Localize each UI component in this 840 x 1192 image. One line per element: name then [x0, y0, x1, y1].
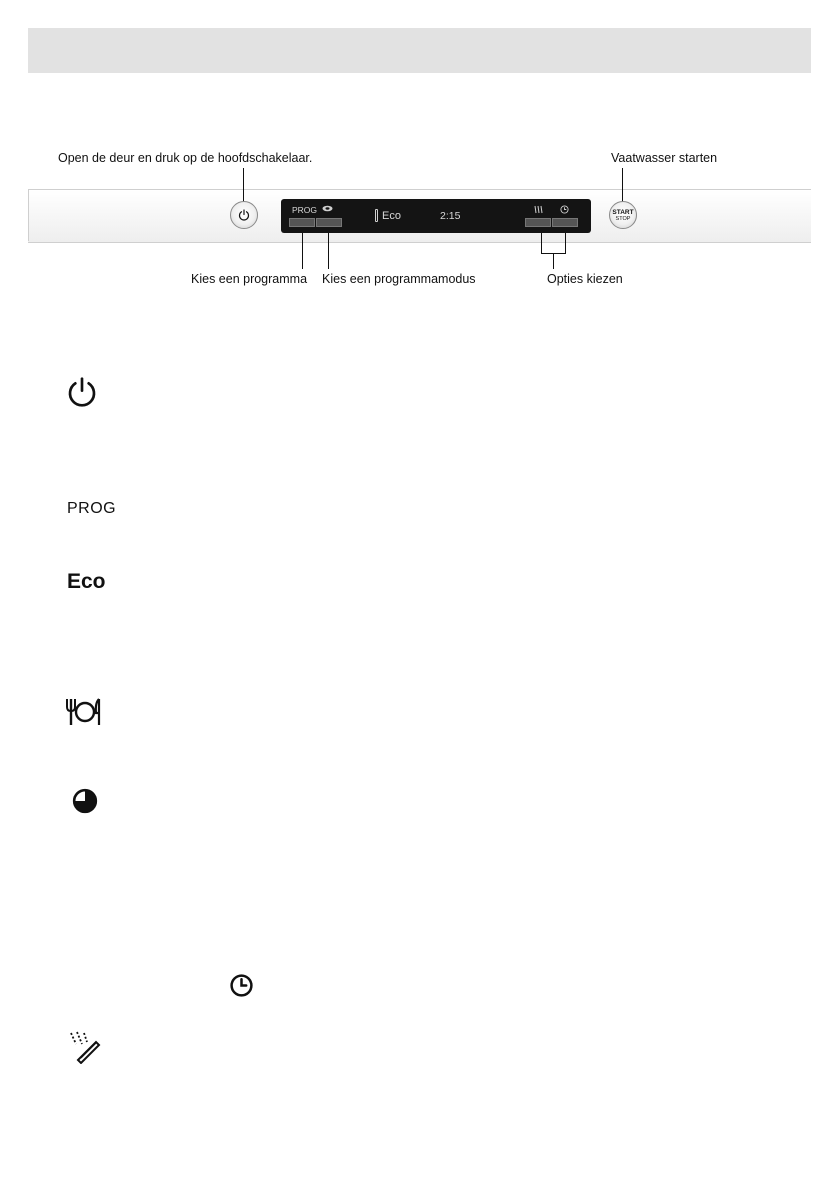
- header-bar: [28, 28, 811, 73]
- display-time: 2:15: [440, 210, 461, 222]
- power-button[interactable]: [230, 201, 258, 229]
- power-icon: [66, 376, 98, 408]
- plate-cutlery-icon: [66, 697, 102, 727]
- callout-line-start: [622, 168, 623, 202]
- mode-icon: [322, 205, 333, 212]
- delay-option-icon: [560, 205, 569, 214]
- callout-line-power: [243, 168, 244, 202]
- callout-line-program: [302, 229, 303, 269]
- callout-program-mode: Kies een programmamodus: [322, 272, 476, 286]
- option-button-1[interactable]: [525, 218, 551, 227]
- spray-icon: [68, 1030, 102, 1064]
- callout-options: Opties kiezen: [547, 272, 623, 286]
- option-button-2[interactable]: [552, 218, 578, 227]
- stop-label: STOP: [615, 215, 631, 222]
- display-prog-label: PROG: [292, 205, 318, 215]
- start-label: START: [612, 208, 634, 216]
- callout-line-mode: [328, 229, 329, 269]
- display-eco: Eco: [382, 210, 401, 222]
- callout-start: Vaatwasser starten: [611, 151, 718, 165]
- spray-option-icon: [533, 205, 543, 214]
- program-button[interactable]: [289, 218, 315, 227]
- thermometer-icon: [375, 209, 378, 222]
- power-icon: [238, 209, 250, 221]
- callout-power: Open de deur en druk op de hoofdschakelaar.: [58, 151, 313, 165]
- legend-prog: PROG: [67, 500, 117, 517]
- callout-line-options: [553, 253, 554, 269]
- callout-program: Kies een programma: [191, 272, 308, 286]
- clock-icon: [229, 973, 254, 998]
- legend-eco: Eco: [67, 570, 106, 593]
- panel-edge: [28, 189, 29, 241]
- start-stop-button[interactable]: [609, 201, 637, 229]
- half-load-icon: [72, 788, 98, 814]
- program-mode-button[interactable]: [316, 218, 342, 227]
